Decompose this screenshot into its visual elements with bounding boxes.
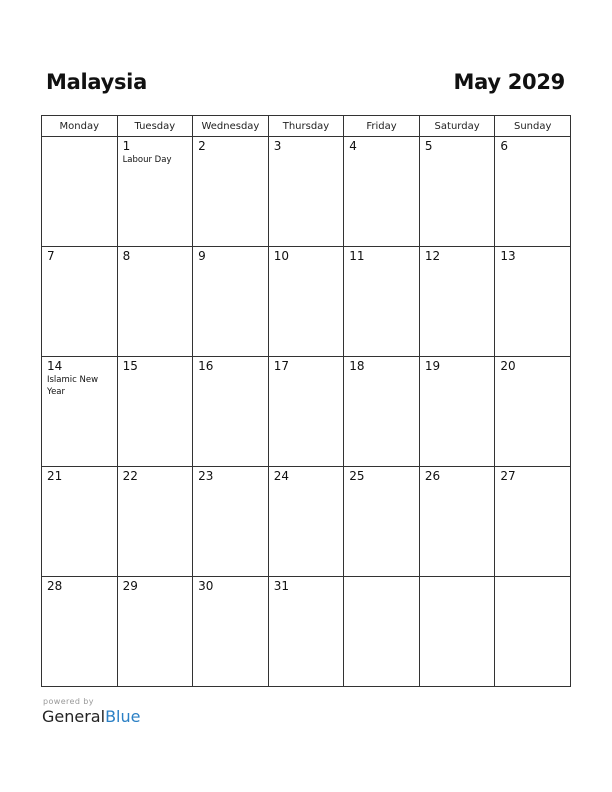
day-cell	[495, 357, 571, 467]
weekday-tuesday: Tuesday	[117, 116, 193, 137]
day-cell	[419, 357, 495, 467]
weekday-wednesday: Wednesday	[193, 116, 269, 137]
day-cell	[193, 577, 269, 687]
day-cell	[344, 247, 420, 357]
day-number: 18	[349, 359, 365, 373]
holiday-label: Islamic New Year	[47, 375, 99, 397]
day-number: 14	[47, 359, 63, 373]
day-number: 20	[500, 359, 516, 373]
day-number: 12	[424, 249, 441, 263]
day-number: 5	[424, 139, 433, 153]
day-cell	[268, 137, 344, 247]
generalblue-logo[interactable]	[42, 707, 140, 726]
day-cell	[193, 247, 269, 357]
day-cell	[42, 577, 118, 687]
week-row	[42, 467, 571, 577]
day-number: 15	[122, 359, 138, 373]
day-cell	[193, 467, 269, 577]
weekday-saturday: Saturday	[419, 116, 495, 137]
day-number: 29	[122, 579, 138, 593]
day-number: 27	[500, 469, 516, 483]
day-number: 13	[500, 249, 516, 263]
day-cell	[268, 247, 344, 357]
week-row	[42, 577, 571, 687]
day-cell	[495, 137, 571, 247]
day-cell	[42, 247, 118, 357]
day-number: 23	[198, 469, 214, 483]
day-number: 6	[500, 139, 509, 153]
day-cell	[419, 577, 495, 687]
day-cell	[495, 247, 571, 357]
day-cell	[344, 577, 420, 687]
day-cell	[268, 467, 344, 577]
day-cell	[42, 357, 118, 467]
weekday-friday: Friday	[344, 116, 420, 137]
week-row	[42, 357, 571, 467]
day-cell	[117, 577, 193, 687]
day-number: 1	[122, 139, 131, 153]
day-number: 9	[198, 249, 206, 263]
logo-blue-text: Blue	[105, 707, 141, 726]
day-number: 16	[198, 359, 214, 373]
day-number: 7	[47, 249, 55, 263]
weekday-thursday: Thursday	[268, 116, 344, 137]
month-title: May 2029	[453, 70, 565, 94]
day-number: 21	[47, 469, 63, 483]
generalblue-branding[interactable]	[42, 697, 140, 726]
day-cell	[117, 137, 193, 247]
day-cell	[193, 357, 269, 467]
day-cell	[268, 357, 344, 467]
calendar-grid	[41, 115, 571, 687]
day-number: 31	[273, 579, 289, 593]
holiday-label: Labour Day	[122, 155, 172, 165]
day-number: 30	[198, 579, 214, 593]
day-cell	[344, 467, 420, 577]
day-number: 26	[424, 469, 441, 483]
day-number: 2	[198, 139, 206, 153]
logo-general-text: General	[42, 707, 106, 726]
country-title: Malaysia	[46, 70, 147, 94]
day-number: 28	[47, 579, 63, 593]
day-number: 24	[273, 469, 289, 483]
day-cell	[42, 137, 118, 247]
weekday-monday: Monday	[42, 116, 118, 137]
day-number: 8	[122, 249, 131, 263]
day-cell	[495, 577, 571, 687]
day-cell	[495, 467, 571, 577]
day-cell	[117, 467, 193, 577]
day-number: 25	[349, 469, 365, 483]
day-cell	[193, 137, 269, 247]
weekday-sunday: Sunday	[495, 116, 571, 137]
day-number: 4	[349, 139, 357, 153]
day-number: 11	[349, 249, 365, 263]
day-cell	[344, 357, 420, 467]
day-cell	[419, 467, 495, 577]
day-cell	[117, 247, 193, 357]
powered-by-label: powered by	[43, 697, 94, 706]
week-row	[42, 137, 571, 247]
day-cell	[419, 137, 495, 247]
day-number: 22	[122, 469, 138, 483]
day-cell	[268, 577, 344, 687]
day-number: 10	[273, 249, 289, 263]
day-cell	[344, 137, 420, 247]
day-cell	[419, 247, 495, 357]
day-number: 3	[273, 139, 282, 153]
day-number: 19	[424, 359, 441, 373]
week-row	[42, 247, 571, 357]
weekday-header-row	[42, 116, 571, 137]
day-cell	[42, 467, 118, 577]
day-cell	[117, 357, 193, 467]
day-number: 17	[273, 359, 289, 373]
